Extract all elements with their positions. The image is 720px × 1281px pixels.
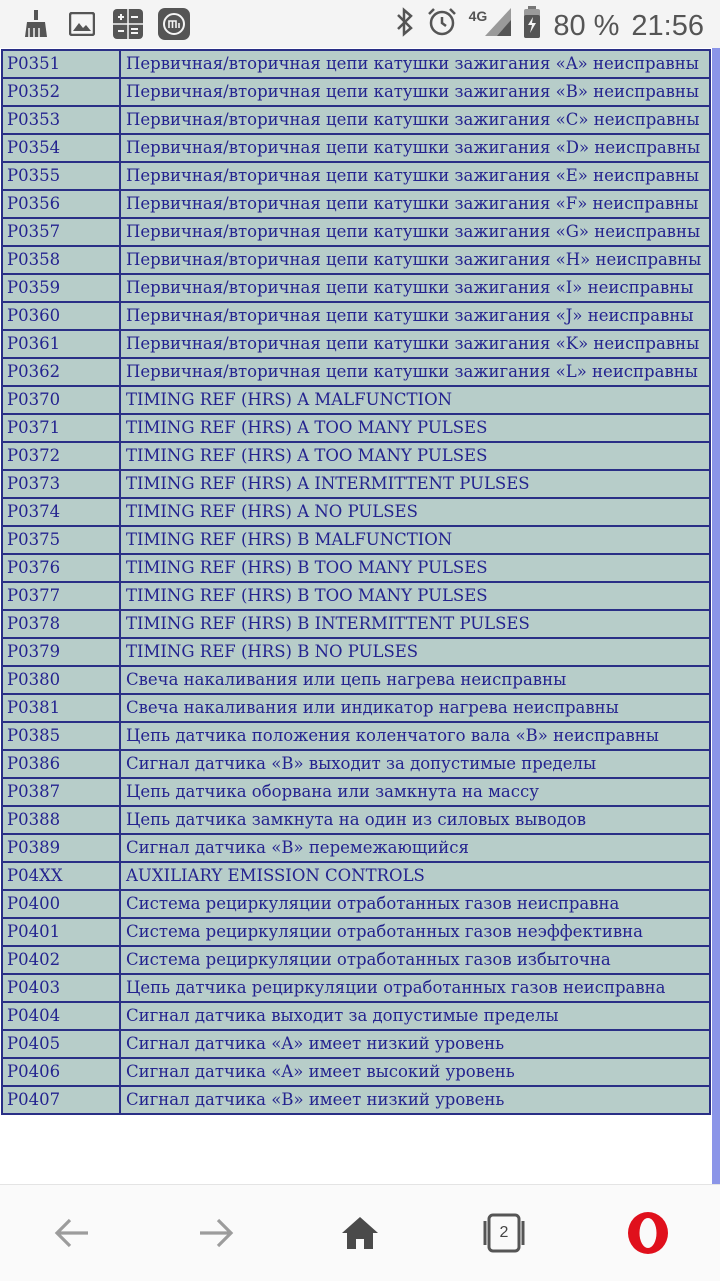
error-code-cell: P0401 [2, 918, 120, 946]
system-icons [395, 6, 704, 46]
table-row [2, 246, 710, 274]
error-codes-table [1, 49, 711, 1115]
status-bar [0, 0, 720, 48]
error-code-cell: P0376 [2, 554, 120, 582]
error-description-cell: TIMING REF (HRS) B NO PULSES [120, 638, 710, 666]
mi-icon [158, 8, 190, 40]
table-row [2, 50, 710, 78]
web-page-content[interactable] [0, 48, 720, 1184]
error-code-cell: P0371 [2, 414, 120, 442]
table-row [2, 1086, 710, 1114]
error-code-cell: P0359 [2, 274, 120, 302]
error-description-cell: Первичная/вторичная цепи катушки зажигания «E» неисправны [120, 162, 710, 190]
error-description-cell: TIMING REF (HRS) B MALFUNCTION [120, 526, 710, 554]
error-code-cell: P0351 [2, 50, 120, 78]
error-description-cell: Система рециркуляции отработанных газов неэффективна [120, 918, 710, 946]
error-description-cell: TIMING REF (HRS) A MALFUNCTION [120, 386, 710, 414]
table-row [2, 778, 710, 806]
calculator-icon [112, 8, 144, 40]
error-code-cell: P0407 [2, 1086, 120, 1114]
error-code-cell: P0380 [2, 666, 120, 694]
error-code-cell: P0354 [2, 134, 120, 162]
error-description-cell: Первичная/вторичная цепи катушки зажигания «F» неисправны [120, 190, 710, 218]
opera-icon [626, 1211, 670, 1255]
error-code-cell: P0353 [2, 106, 120, 134]
page-scroll-strip [712, 48, 720, 1184]
table-row [2, 358, 710, 386]
error-code-cell: P0403 [2, 974, 120, 1002]
table-row [2, 498, 710, 526]
error-code-cell: P0352 [2, 78, 120, 106]
table-row [2, 190, 710, 218]
error-code-cell: P0404 [2, 1002, 120, 1030]
table-row [2, 1002, 710, 1030]
error-code-cell: P0375 [2, 526, 120, 554]
error-code-cell: P04XX [2, 862, 120, 890]
table-row [2, 1058, 710, 1086]
table-row [2, 134, 710, 162]
error-code-cell: P0373 [2, 470, 120, 498]
table-row [2, 78, 710, 106]
error-description-cell: Первичная/вторичная цепи катушки зажигания «G» неисправны [120, 218, 710, 246]
table-row [2, 638, 710, 666]
error-code-cell: P0356 [2, 190, 120, 218]
error-description-cell: TIMING REF (HRS) B TOO MANY PULSES [120, 554, 710, 582]
network-type-label: 4G [468, 8, 488, 24]
table-row [2, 694, 710, 722]
error-code-cell: P0379 [2, 638, 120, 666]
error-description-cell: Сигнал датчика «B» имеет низкий уровень [120, 1086, 710, 1114]
broom-icon [20, 8, 52, 40]
home-icon [340, 1215, 380, 1251]
error-code-cell: P0400 [2, 890, 120, 918]
error-description-cell: Сигнал датчика выходит за допустимые пределы [120, 1002, 710, 1030]
error-code-cell: P0387 [2, 778, 120, 806]
error-description-cell: Первичная/вторичная цепи катушки зажигания «D» неисправны [120, 134, 710, 162]
error-code-cell: P0389 [2, 834, 120, 862]
error-description-cell: Первичная/вторичная цепи катушки зажигания «I» неисправны [120, 274, 710, 302]
error-description-cell: Свеча накаливания или индикатор нагрева неисправны [120, 694, 710, 722]
error-code-cell: P0358 [2, 246, 120, 274]
table-row [2, 974, 710, 1002]
error-code-cell: P0357 [2, 218, 120, 246]
forward-button[interactable] [186, 1203, 246, 1263]
table-row [2, 610, 710, 638]
error-description-cell: Первичная/вторичная цепи катушки зажигания «B» неисправны [120, 78, 710, 106]
table-row [2, 330, 710, 358]
browser-nav-bar [0, 1184, 720, 1281]
error-description-cell: TIMING REF (HRS) B INTERMITTENT PULSES [120, 610, 710, 638]
table-row [2, 218, 710, 246]
table-row [2, 442, 710, 470]
table-row [2, 526, 710, 554]
error-code-cell: P0355 [2, 162, 120, 190]
table-row [2, 834, 710, 862]
error-code-cell: P0385 [2, 722, 120, 750]
error-description-cell: Первичная/вторичная цепи катушки зажигания «L» неисправны [120, 358, 710, 386]
error-code-cell: P0378 [2, 610, 120, 638]
table-row [2, 750, 710, 778]
error-description-cell: Первичная/вторичная цепи катушки зажигания «H» неисправны [120, 246, 710, 274]
error-code-cell: P0388 [2, 806, 120, 834]
alarm-icon [427, 7, 457, 45]
forward-arrow-icon [198, 1217, 234, 1249]
error-description-cell: Сигнал датчика «B» перемежающийся [120, 834, 710, 862]
error-description-cell: TIMING REF (HRS) A TOO MANY PULSES [120, 442, 710, 470]
error-description-cell: TIMING REF (HRS) B TOO MANY PULSES [120, 582, 710, 610]
table-row [2, 890, 710, 918]
error-code-cell: P0370 [2, 386, 120, 414]
error-description-cell: Сигнал датчика «A» имеет высокий уровень [120, 1058, 710, 1086]
error-codes-table-body [2, 50, 710, 1114]
error-description-cell: Первичная/вторичная цепи катушки зажигания «A» неисправны [120, 50, 710, 78]
table-row [2, 274, 710, 302]
error-description-cell: Первичная/вторичная цепи катушки зажигания «K» неисправны [120, 330, 710, 358]
error-description-cell: Система рециркуляции отработанных газов неисправна [120, 890, 710, 918]
error-description-cell: Сигнал датчика «A» имеет низкий уровень [120, 1030, 710, 1058]
error-description-cell: Цепь датчика оборвана или замкнута на массу [120, 778, 710, 806]
table-row [2, 302, 710, 330]
image-icon [66, 8, 98, 40]
error-description-cell: TIMING REF (HRS) A TOO MANY PULSES [120, 414, 710, 442]
table-row [2, 582, 710, 610]
table-row [2, 862, 710, 890]
table-row [2, 666, 710, 694]
signal-icon [485, 8, 511, 44]
table-row [2, 162, 710, 190]
error-code-cell: P0361 [2, 330, 120, 358]
error-description-cell: Цепь датчика рециркуляции отработанных газов неисправна [120, 974, 710, 1002]
error-description-cell: Свеча накаливания или цепь нагрева неисправны [120, 666, 710, 694]
error-code-cell: P0386 [2, 750, 120, 778]
error-description-cell: Цепь датчика положения коленчатого вала «B» неисправны [120, 722, 710, 750]
error-description-cell: TIMING REF (HRS) A INTERMITTENT PULSES [120, 470, 710, 498]
table-row [2, 946, 710, 974]
battery-percent: 80 % [553, 9, 620, 42]
error-code-cell: P0381 [2, 694, 120, 722]
error-code-cell: P0374 [2, 498, 120, 526]
error-description-cell: Первичная/вторичная цепи катушки зажигания «J» неисправны [120, 302, 710, 330]
table-row [2, 554, 710, 582]
table-row [2, 106, 710, 134]
table-row [2, 470, 710, 498]
home-button[interactable] [330, 1203, 390, 1263]
tabs-button[interactable] [474, 1203, 534, 1263]
error-description-cell: Сигнал датчика «B» выходит за допустимые пределы [120, 750, 710, 778]
back-arrow-icon [54, 1217, 90, 1249]
battery-charging-icon [523, 6, 541, 46]
opera-menu-button[interactable] [618, 1203, 678, 1263]
table-row [2, 918, 710, 946]
error-code-cell: P0362 [2, 358, 120, 386]
error-code-cell: P0402 [2, 946, 120, 974]
back-button[interactable] [42, 1203, 102, 1263]
tab-count: 2 [499, 1224, 509, 1241]
error-code-cell: P0372 [2, 442, 120, 470]
error-code-cell: P0377 [2, 582, 120, 610]
error-code-cell: P0406 [2, 1058, 120, 1086]
notification-icons [20, 8, 190, 40]
error-code-cell: P0360 [2, 302, 120, 330]
table-row [2, 386, 710, 414]
table-row [2, 722, 710, 750]
error-description-cell: Цепь датчика замкнута на один из силовых выводов [120, 806, 710, 834]
table-row [2, 1030, 710, 1058]
error-description-cell: Система рециркуляции отработанных газов избыточна [120, 946, 710, 974]
table-row [2, 414, 710, 442]
clock: 21:56 [631, 9, 704, 42]
error-description-cell: AUXILIARY EMISSION CONTROLS [120, 862, 710, 890]
error-code-cell: P0405 [2, 1030, 120, 1058]
error-description-cell: Первичная/вторичная цепи катушки зажигания «C» неисправны [120, 106, 710, 134]
table-row [2, 806, 710, 834]
error-description-cell: TIMING REF (HRS) A NO PULSES [120, 498, 710, 526]
bluetooth-icon [395, 7, 415, 45]
